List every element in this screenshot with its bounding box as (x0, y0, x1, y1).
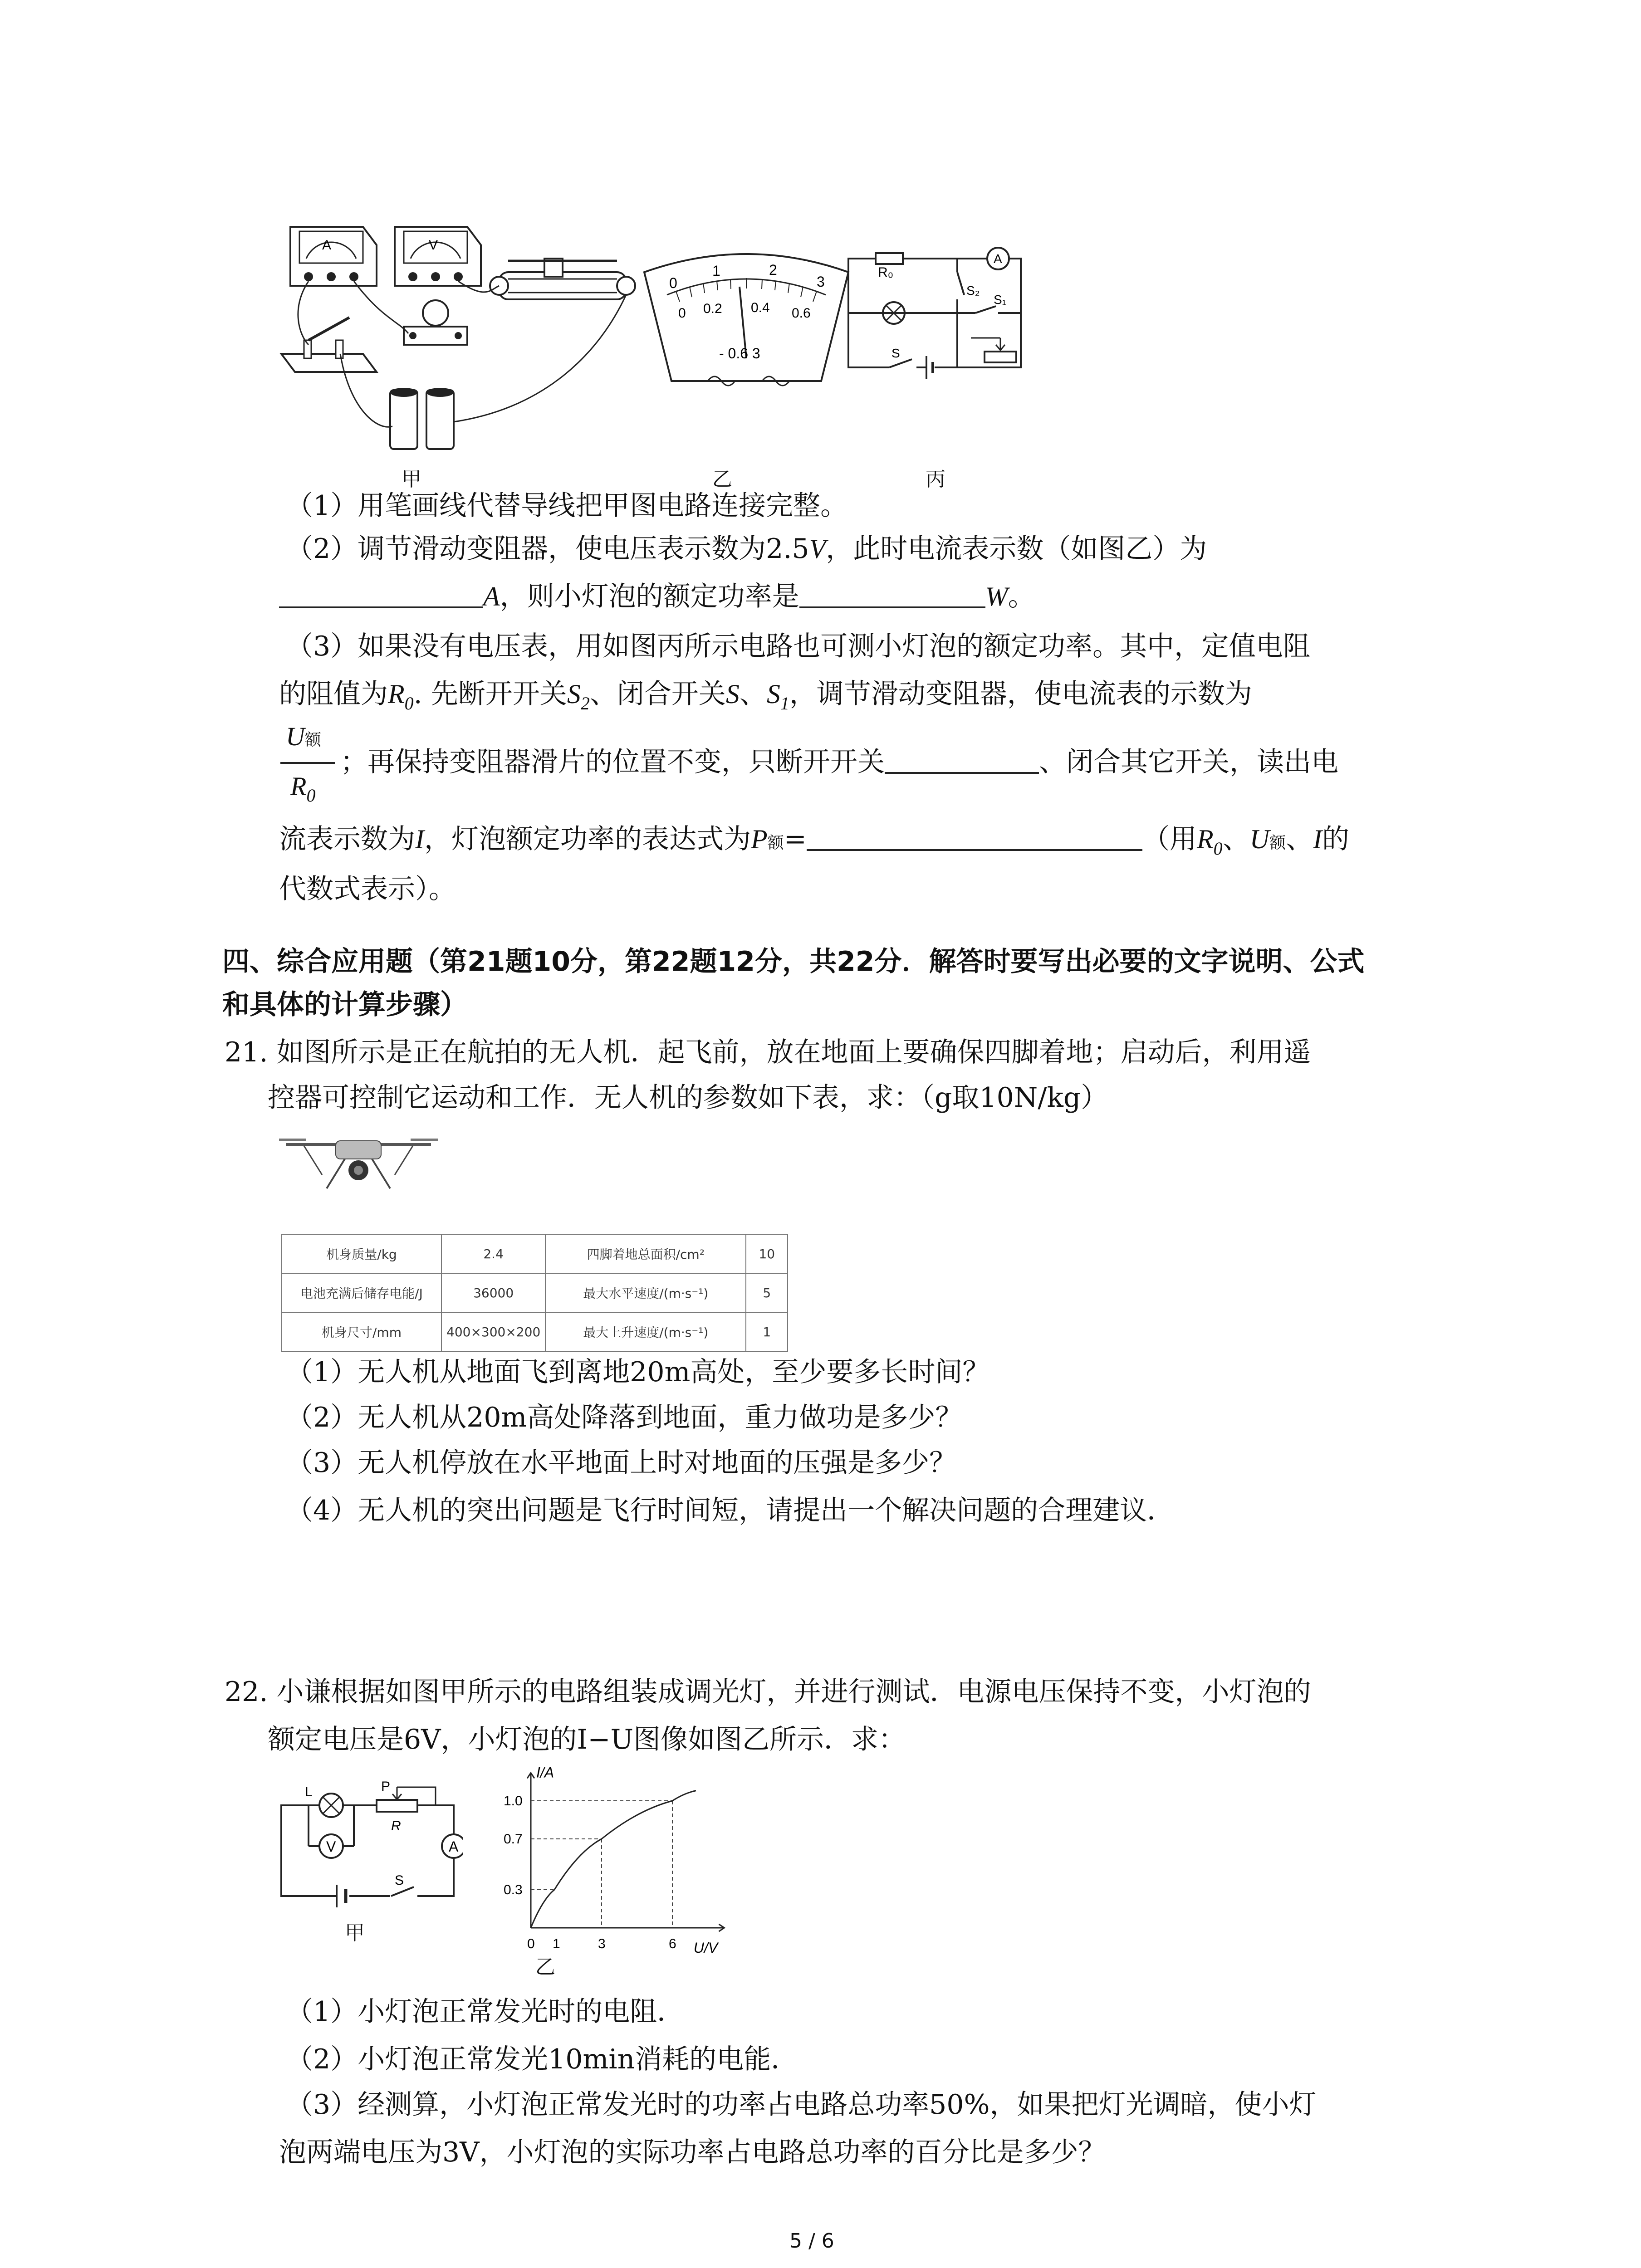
y-tick-label: 1.0 (504, 1794, 523, 1809)
q20-p3b-1: 的阻值为 (279, 678, 388, 710)
q20-p2b-end: 。 (1008, 581, 1035, 612)
sym-i: I (415, 824, 424, 854)
table-cell: 机身尺寸/mm (282, 1312, 441, 1351)
table-cell: 电池充满后储存电能/J (282, 1273, 441, 1312)
table-cell: 400×300×200 (441, 1312, 545, 1351)
q20-p3b-3: 、闭合开关 (589, 678, 726, 710)
dial-upper-tick-2: 2 (769, 262, 777, 278)
q20-p3d-2: ，灯泡额定功率的表达式为 (424, 823, 751, 855)
y-axis-label: I/A (536, 1765, 554, 1781)
answer-blank-switch[interactable] (885, 745, 1039, 774)
q20-p3b-2: . 先断开开关 (413, 678, 567, 710)
section4-title-line2: 和具体的计算步骤） (222, 989, 467, 1021)
y-tick-label: 0.7 (504, 1832, 523, 1847)
table-cell: 机身质量/kg (282, 1234, 441, 1273)
q21-line1: 21. 如图所示是正在航拍的无人机．起飞前，放在地面上要确保四脚着地；启动后，利用遥 (225, 1036, 1311, 1068)
ammeter-device (290, 227, 377, 286)
sym-i-2: I (1313, 824, 1322, 854)
figure-bing-circuit (839, 245, 1039, 381)
q22-circuit-R: R (391, 1818, 401, 1833)
figure-q22-iu-chart (490, 1765, 726, 1960)
q22-circuit-L: L (305, 1784, 313, 1799)
table-cell: 36000 (441, 1273, 545, 1312)
q22-circuit-S: S (395, 1873, 404, 1888)
sym-r0-2: $R_0$ (1196, 824, 1223, 859)
page-number: 5 / 6 (789, 2229, 834, 2253)
q22-circuit-P: P (381, 1779, 391, 1794)
q22-circuit-A: A (449, 1838, 459, 1855)
x-tick-label: 6 (669, 1936, 676, 1951)
q20-p2a: （2）调节滑动变阻器，使电压表示数为2.5 (286, 533, 809, 565)
figure-q22-circuit (272, 1778, 463, 1923)
dial-upper-tick-1: 1 (712, 263, 720, 279)
svg-text:V: V (428, 238, 438, 253)
battery-device (390, 388, 454, 449)
q20-p3d-6: 的 (1322, 823, 1349, 855)
q20-p2a-unit: V (809, 534, 826, 564)
q20-part3-line4: 流表示数为I，灯泡额定功率的表达式为P额= （用$R_0$、U额、I的 (279, 821, 1349, 867)
q21-sub1: （1）无人机从地面飞到离地20m高处，至少要多长时间？ (286, 1356, 990, 1388)
fraction-bar (280, 762, 335, 764)
q20-unit-w: W (985, 582, 1008, 611)
table-cell: 5 (746, 1273, 788, 1312)
q20-p3c-2: 、闭合其它开关，读出电 (1039, 746, 1338, 778)
q20-part3-line2 (279, 676, 1252, 722)
q22-line2: 额定电压是6V，小灯泡的I−U图像如图乙所示．求： (268, 1724, 906, 1755)
q22-figure-label-yi: 乙 (535, 1955, 555, 1979)
q22-sub1: （1）小灯泡正常发光时的电阻． (286, 1996, 685, 2028)
answer-blank-expression[interactable] (807, 822, 1142, 851)
section4-title-line1: 四、综合应用题（第21题10分，第22题12分，共22分．解答时要写出必要的文字说明、公式 (222, 946, 1365, 978)
circuit-bing-s1: S₁ (994, 293, 1007, 307)
rheostat-device (490, 259, 635, 299)
dial-terminals: - 0.6 3 (719, 345, 760, 362)
x-tick-label: 0 (527, 1936, 535, 1951)
sym-r0: $R_0$ (388, 679, 414, 714)
x-tick-label: 3 (598, 1936, 606, 1951)
voltmeter-device (395, 227, 481, 286)
sym-s2: $S_2$ (567, 679, 590, 714)
switch-device (281, 318, 377, 372)
q21-sub4: （4）无人机的突出问题是飞行时间短，请提出一个解决问题的合理建议． (286, 1495, 1175, 1526)
table-cell: 1 (746, 1312, 788, 1351)
q22-circuit-V: V (326, 1838, 336, 1855)
q20-part2-line1 (286, 531, 1207, 567)
fraction-denominator: $R_0$ (290, 772, 316, 806)
lamp-device (404, 300, 467, 345)
q22-figure-label-jia: 甲 (345, 1921, 365, 1945)
figure-jia-apparatus (272, 218, 644, 472)
q20-p3b-4: 、 (739, 678, 767, 710)
sym-s1: $S_1$ (766, 679, 789, 714)
fraction-numerator: U额 (286, 722, 321, 751)
table-cell: 2.4 (441, 1234, 545, 1273)
q20-p3c-1: ；再保持变阻器滑片的位置不变，只断开开关 (340, 746, 885, 778)
q20-part3-line3 (340, 744, 1338, 780)
answer-blank-power[interactable] (799, 579, 985, 608)
q20-part2-line2 (279, 578, 1035, 615)
y-tick-label: 0.3 (504, 1882, 523, 1897)
circuit-bing-s2: S₂ (966, 284, 980, 298)
q22-sub3a: （3）经测算，小灯泡正常发光时的功率占电路总功率50%，如果把灯光调暗，使小灯 (286, 2089, 1317, 2121)
q21-line2: 控器可控制它运动和工作．无人机的参数如下表，求：（g取10N/kg） (268, 1082, 1108, 1114)
q22-sub2: （2）小灯泡正常发光10min消耗的电能． (286, 2043, 798, 2075)
figure-label-jia: 甲 (402, 468, 421, 491)
sym-u-rated: U额 (1249, 824, 1286, 854)
q20-p3d-5: 、 (1285, 823, 1313, 855)
q21-sub2: （2）无人机从20m高处降落到地面，重力做功是多少？ (286, 1402, 963, 1433)
figure-yi-ammeter-dial (640, 245, 853, 408)
q20-p3d-3: （用 (1142, 823, 1197, 855)
q20-p3d-4: 、 (1222, 823, 1250, 855)
answer-blank-current[interactable] (279, 579, 483, 608)
table-cell: 10 (746, 1234, 788, 1273)
table-cell: 最大上升速度/(m·s⁻¹) (545, 1312, 746, 1351)
circuit-bing-s: S (892, 346, 900, 360)
table-cell: 最大水平速度/(m·s⁻¹) (545, 1273, 746, 1312)
dial-upper-tick-0: 0 (669, 275, 677, 291)
x-axis-label: U/V (693, 1940, 718, 1956)
figure-label-yi: 乙 (712, 468, 732, 491)
q20-p3b-5: ，调节滑动变阻器，使电流表的示数为 (789, 678, 1252, 710)
svg-text:A: A (322, 238, 332, 253)
sym-p-rated: P额 (750, 824, 784, 854)
x-tick-label: 1 (553, 1936, 560, 1951)
q20-p2a-end: ，此时电流表示数（如图乙）为 (826, 533, 1207, 565)
sym-s: S (725, 679, 740, 709)
q20-part3-line1: （3）如果没有电压表，用如图丙所示电路也可测小灯泡的额定功率。其中，定值电阻 (286, 631, 1311, 662)
dial-lower-tick-1: 0.2 (703, 301, 722, 316)
q20-p3d-1: 流表示数为 (279, 823, 415, 855)
q20-part3-line5: 代数式表示）。 (279, 873, 456, 905)
circuit-bing-r0: R₀ (878, 265, 894, 280)
table-cell: 四脚着地总面积/cm² (545, 1234, 746, 1273)
table-row (282, 1312, 788, 1351)
dial-lower-tick-3: 0.6 (792, 306, 811, 321)
circuit-bing-a: A (994, 252, 1002, 266)
figure-label-bing: 丙 (926, 468, 945, 491)
table-row (282, 1273, 788, 1312)
q20-part1: （1）用笔画线代替导线把甲图电路连接完整。 (286, 490, 848, 522)
drone-image (277, 1134, 440, 1216)
dial-upper-tick-3: 3 (817, 274, 825, 290)
q22-sub3b: 泡两端电压为3V，小灯泡的实际功率占电路总功率的百分比是多少？ (279, 2136, 1106, 2168)
q20-p2b-mid: ，则小灯泡的额定功率是 (500, 581, 799, 612)
q20-unit-a: A (483, 582, 500, 611)
table-row (282, 1234, 788, 1273)
q21-sub3: （3）无人机停放在水平地面上时对地面的压强是多少？ (286, 1447, 957, 1479)
drone-parameter-table (281, 1234, 788, 1352)
dial-lower-tick-2: 0.4 (751, 300, 770, 315)
dial-lower-tick-0: 0 (678, 306, 686, 321)
q22-line1: 22. 小谦根据如图甲所示的电路组装成调光灯，并进行测试．电源电压保持不变，小灯泡的 (225, 1676, 1311, 1708)
iu-curve (531, 1791, 696, 1928)
